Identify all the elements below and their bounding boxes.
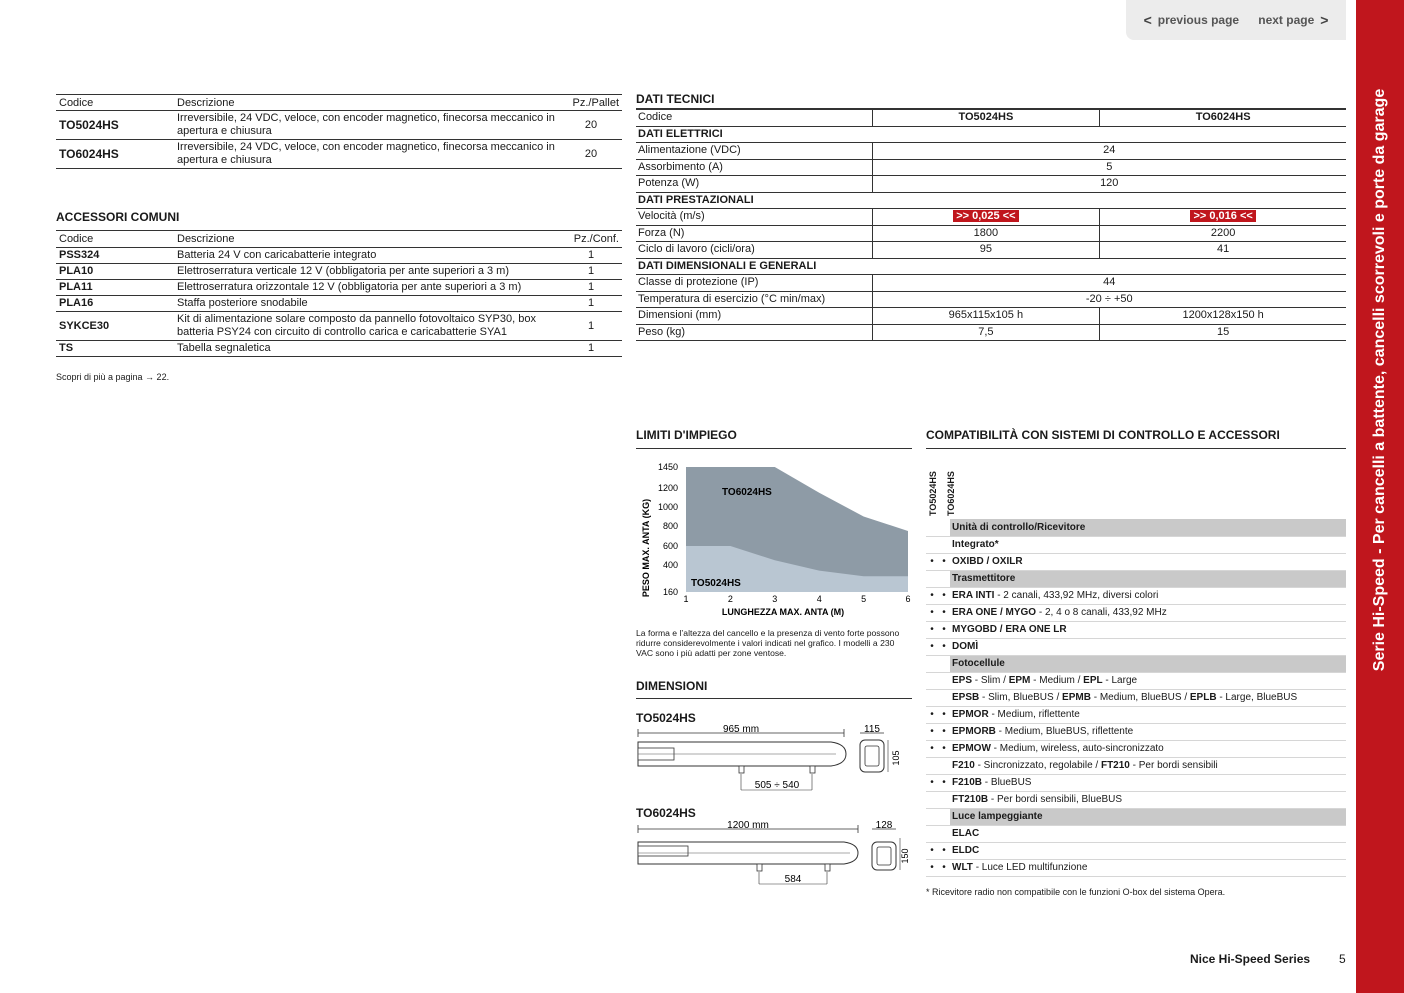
compat-mark: • bbox=[938, 638, 950, 655]
accessory-qty: 1 bbox=[560, 280, 622, 296]
table-row bbox=[636, 308, 1346, 325]
tech-table bbox=[636, 109, 1346, 341]
tech-value: 5 bbox=[872, 159, 1346, 176]
compat-item-code: OXIBD / OXILR bbox=[952, 556, 1023, 567]
span-label: 584 bbox=[784, 874, 802, 885]
sidebar-title: Serie Hi-Speed - Per cancelli a battente, cancelli scorrevoli e porte da garage bbox=[1371, 88, 1388, 672]
tech-value: 7,5 bbox=[872, 324, 1100, 341]
compat-row bbox=[926, 740, 1346, 757]
page-number: 5 bbox=[1339, 952, 1346, 966]
tech-label: Forza (N) bbox=[636, 225, 872, 242]
compat-mark: • bbox=[938, 842, 950, 859]
series-label-to6024hs: TO6024HS bbox=[722, 487, 772, 498]
tech-value: 2200 bbox=[1100, 225, 1346, 242]
section-row bbox=[636, 126, 1346, 143]
compat-group-row bbox=[926, 519, 1346, 536]
compat-mark: • bbox=[926, 604, 938, 621]
compat-item-detail: - Per bordi sensibili, BlueBUS bbox=[988, 794, 1123, 805]
y-tick-label: 1450 bbox=[657, 462, 678, 472]
compat-mark: • bbox=[938, 587, 950, 604]
compat-label bbox=[950, 723, 1346, 740]
compat-mark bbox=[926, 672, 938, 689]
tech-value: 1200x128x150 h bbox=[1100, 308, 1346, 325]
tech-value: 41 bbox=[1100, 242, 1346, 259]
compat-label bbox=[950, 536, 1346, 553]
chart-y-label: PESO MAX. ANTA (KG) bbox=[641, 498, 651, 598]
compat-mark bbox=[926, 757, 938, 774]
compat-mark: • bbox=[926, 553, 938, 570]
compat-label: Fotocellule bbox=[950, 655, 1346, 672]
width-label: 115 bbox=[864, 724, 880, 735]
y-tick-label: 160 bbox=[662, 587, 678, 597]
col-header-pallet: Pz./Pallet bbox=[560, 95, 622, 111]
compat-row bbox=[926, 672, 1346, 689]
compat-mark: • bbox=[926, 638, 938, 655]
compat-item-detail: - Medium, riflettente bbox=[988, 709, 1080, 720]
x-tick-label: 4 bbox=[816, 594, 822, 604]
product-description: Irreversibile, 24 VDC, veloce, con encoder magnetico, finecorsa meccanico in apertura e chiusura bbox=[174, 111, 560, 140]
compat-mark: • bbox=[938, 604, 950, 621]
tech-label: Velocità (m/s) bbox=[636, 209, 872, 226]
x-tick-label: 1 bbox=[683, 594, 689, 604]
chart-x-label: LUNGHEZZA MAX. ANTA (M) bbox=[721, 607, 845, 617]
compat-mark: • bbox=[926, 706, 938, 723]
compat-label bbox=[950, 587, 1346, 604]
compat-item-detail: - Luce LED multifunzione bbox=[972, 862, 1088, 873]
col-header-codice: Codice bbox=[56, 95, 174, 111]
compat-table bbox=[926, 519, 1346, 877]
compat-label: Trasmettitore bbox=[950, 570, 1346, 587]
compat-col-header-2 bbox=[945, 464, 957, 516]
compat-mark: • bbox=[926, 723, 938, 740]
compat-label bbox=[950, 706, 1346, 723]
accessories-table bbox=[56, 230, 622, 357]
table-row bbox=[56, 296, 622, 312]
compat-row bbox=[926, 587, 1346, 604]
compat-label bbox=[950, 638, 1346, 655]
section-heading: DATI PRESTAZIONALI bbox=[636, 192, 1346, 209]
compat-row bbox=[926, 604, 1346, 621]
compat-item-code: ELAC bbox=[952, 828, 980, 839]
previous-page-label: previous page bbox=[1157, 13, 1240, 27]
compat-mark bbox=[938, 689, 950, 706]
col-header-codice: Codice bbox=[56, 231, 174, 248]
model-name: TO6024HS bbox=[636, 806, 696, 820]
compat-mark: • bbox=[926, 774, 938, 791]
compat-row bbox=[926, 757, 1346, 774]
y-tick-label: 800 bbox=[662, 521, 678, 531]
compat-mark bbox=[926, 825, 938, 842]
accessory-description: Batteria 24 V con caricabatterie integrato bbox=[174, 248, 560, 264]
compat-mark: • bbox=[938, 740, 950, 757]
table-row bbox=[636, 324, 1346, 341]
accessory-qty: 1 bbox=[560, 312, 622, 341]
compat-col-header-1 bbox=[927, 464, 939, 516]
compat-title: COMPATIBILITÀ CON SISTEMI DI CONTROLLO E ACCESSORI bbox=[926, 428, 1280, 442]
compat-label bbox=[950, 791, 1346, 808]
compat-row bbox=[926, 706, 1346, 723]
tech-label: Assorbimento (A) bbox=[636, 159, 872, 176]
compat-mark bbox=[938, 791, 950, 808]
compat-label: F210 - Sincronizzato, regolabile / FT210 - Per bordi sensibili bbox=[950, 757, 1346, 774]
compat-item-code: ERA ONE / MYGO bbox=[952, 607, 1037, 618]
compat-label bbox=[950, 553, 1346, 570]
product-description: Irreversibile, 24 VDC, veloce, con encoder magnetico, finecorsa meccanico in apertura e chiusura bbox=[174, 140, 560, 169]
table-row bbox=[56, 248, 622, 264]
table-row bbox=[56, 140, 622, 169]
to6024hs-drawing bbox=[636, 818, 912, 890]
compat-mark: • bbox=[926, 859, 938, 876]
compat-group-row bbox=[926, 655, 1346, 672]
compat-item-code: EPMOW bbox=[952, 743, 991, 754]
height-label: 105 bbox=[891, 750, 901, 766]
table-row bbox=[56, 341, 622, 357]
compat-item-code: MYGOBD / ERA ONE LR bbox=[952, 624, 1067, 635]
product-qty: 20 bbox=[560, 111, 622, 140]
col-header-descrizione: Descrizione bbox=[174, 231, 560, 248]
table-row bbox=[636, 291, 1346, 308]
accessory-qty: 1 bbox=[560, 341, 622, 357]
section-row bbox=[636, 192, 1346, 209]
compat-row bbox=[926, 638, 1346, 655]
divider bbox=[636, 448, 912, 449]
table-row bbox=[56, 264, 622, 280]
section-row bbox=[636, 258, 1346, 275]
x-tick-label: 2 bbox=[727, 594, 733, 604]
tech-value: 24 bbox=[872, 143, 1346, 160]
accessory-code: SYKCE30 bbox=[56, 312, 174, 341]
tech-label: Alimentazione (VDC) bbox=[636, 143, 872, 160]
page-reference-link[interactable]: Scopri di più a pagina → 22. bbox=[56, 372, 170, 382]
compat-mark bbox=[938, 519, 950, 536]
compat-row bbox=[926, 723, 1346, 740]
divider bbox=[926, 448, 1346, 449]
compat-mark bbox=[926, 519, 938, 536]
compat-item-code: EPMORB bbox=[952, 726, 996, 737]
tech-title: DATI TECNICI bbox=[636, 92, 715, 106]
compat-row bbox=[926, 621, 1346, 638]
compat-label bbox=[950, 774, 1346, 791]
compat-row bbox=[926, 689, 1346, 706]
tech-label: Dimensioni (mm) bbox=[636, 308, 872, 325]
compat-row bbox=[926, 553, 1346, 570]
accessory-qty: 1 bbox=[560, 248, 622, 264]
compat-group-row bbox=[926, 808, 1346, 825]
footer-series: Nice Hi-Speed Series bbox=[1190, 952, 1311, 966]
table-row bbox=[636, 225, 1346, 242]
compat-mark bbox=[926, 791, 938, 808]
compat-mark: • bbox=[938, 723, 950, 740]
compat-row bbox=[926, 859, 1346, 876]
limits-chart bbox=[636, 458, 916, 623]
compat-mark: • bbox=[926, 587, 938, 604]
next-page-label: next page bbox=[1258, 13, 1315, 27]
tech-cell bbox=[1100, 209, 1346, 226]
product-qty: 20 bbox=[560, 140, 622, 169]
length-label: 1200 mm bbox=[727, 820, 769, 831]
x-tick-label: 5 bbox=[861, 594, 867, 604]
chevron-left-icon: < bbox=[1143, 12, 1152, 28]
tech-value: 965x115x105 h bbox=[872, 308, 1100, 325]
accessory-description: Elettroserratura verticale 12 V (obbligatoria per ante superiori a 3 m) bbox=[174, 264, 560, 280]
compat-mark: • bbox=[926, 621, 938, 638]
length-label: 965 mm bbox=[722, 724, 760, 735]
span-label: 505 ÷ 540 bbox=[754, 780, 800, 791]
compat-mark bbox=[938, 757, 950, 774]
compat-label bbox=[950, 859, 1346, 876]
compat-mark bbox=[938, 672, 950, 689]
table-row bbox=[636, 110, 1346, 127]
table-row bbox=[636, 143, 1346, 160]
compat-mark: • bbox=[926, 740, 938, 757]
table-row bbox=[56, 312, 622, 341]
compat-label: Luce lampeggiante bbox=[950, 808, 1346, 825]
speed-highlight: >> 0,025 << bbox=[953, 210, 1018, 222]
compat-label bbox=[950, 604, 1346, 621]
compat-mark bbox=[926, 570, 938, 587]
accessory-qty: 1 bbox=[560, 264, 622, 280]
y-tick-label: 600 bbox=[662, 541, 678, 551]
compat-label: EPS - Slim / EPM - Medium / EPL - Large bbox=[950, 672, 1346, 689]
speed-highlight: >> 0,016 << bbox=[1190, 210, 1255, 222]
compat-mark bbox=[926, 655, 938, 672]
product-code: TO6024HS bbox=[56, 140, 174, 169]
compat-mark bbox=[938, 825, 950, 842]
tech-value: 120 bbox=[872, 176, 1346, 193]
compat-label bbox=[950, 825, 1346, 842]
compat-item-detail: - Medium, wireless, auto-sincronizzato bbox=[990, 743, 1164, 754]
compat-mark bbox=[938, 536, 950, 553]
divider bbox=[636, 698, 912, 699]
compat-footnote: * Ricevitore radio non compatibile con le funzioni O-box del sistema Opera. bbox=[926, 887, 1226, 897]
accessory-description: Staffa posteriore snodabile bbox=[174, 296, 560, 312]
product-code: TO5024HS bbox=[56, 111, 174, 140]
compat-item-code: Integrato* bbox=[952, 539, 999, 550]
compat-item-code: FT210B bbox=[952, 794, 989, 805]
compat-mark bbox=[926, 536, 938, 553]
compat-label bbox=[950, 740, 1346, 757]
table-row bbox=[56, 111, 622, 140]
col-header-descrizione: Descrizione bbox=[174, 95, 560, 111]
compat-item-code: EPMOR bbox=[952, 709, 989, 720]
table-row bbox=[636, 159, 1346, 176]
compat-mark: • bbox=[938, 859, 950, 876]
accessory-qty: 1 bbox=[560, 296, 622, 312]
compat-item-detail: - BlueBUS bbox=[982, 777, 1032, 788]
series-label-to5024hs: TO5024HS bbox=[691, 578, 741, 589]
limits-note: La forma e l’altezza del cancello e la presenza di vento forte possono ridurre considerevolmente i valori indicati nel grafico. I modelli a 230 VAC sono i più adatti per zone ventose. bbox=[636, 628, 900, 658]
tech-label: Peso (kg) bbox=[636, 324, 872, 341]
table-row bbox=[636, 275, 1346, 292]
compat-item-code: WLT bbox=[952, 862, 973, 873]
tech-label: Classe di protezione (IP) bbox=[636, 275, 872, 292]
accessory-code: PSS324 bbox=[56, 248, 174, 264]
accessory-description: Elettroserratura orizzontale 12 V (obbligatoria per ante superiori a 3 m) bbox=[174, 280, 560, 296]
x-tick-label: 3 bbox=[772, 594, 778, 604]
compat-item-code: ELDC bbox=[952, 845, 980, 856]
product-table bbox=[56, 94, 622, 169]
compat-item-detail: - 2 canali, 433,92 MHz, diversi colori bbox=[994, 590, 1159, 601]
tech-value: 95 bbox=[872, 242, 1100, 259]
table-row bbox=[636, 242, 1346, 259]
y-tick-label: 1000 bbox=[657, 502, 678, 512]
compat-mark: • bbox=[938, 774, 950, 791]
compat-item-code: F210B bbox=[952, 777, 983, 788]
compat-label bbox=[950, 842, 1346, 859]
accessory-description: Kit di alimentazione solare composto da pannello fotovoltaico SYP30, box batteria PSY24 con circuito di controllo carica e caricabatterie SYA1 bbox=[174, 312, 560, 341]
compat-col-label: TO6024HS bbox=[946, 471, 956, 516]
compat-mark bbox=[926, 808, 938, 825]
compat-mark bbox=[926, 689, 938, 706]
to5024hs-drawing bbox=[636, 722, 912, 794]
tech-value: -20 ÷ +50 bbox=[872, 291, 1346, 308]
compat-label: EPSB - Slim, BlueBUS / EPMB - Medium, BlueBUS / EPLB - Large, BlueBUS bbox=[950, 689, 1346, 706]
accessory-code: TS bbox=[56, 341, 174, 357]
y-tick-label: 400 bbox=[662, 560, 678, 570]
next-page-button[interactable] bbox=[1258, 12, 1328, 28]
tech-col-header: TO6024HS bbox=[1100, 110, 1346, 127]
tech-label: Codice bbox=[636, 110, 872, 127]
dimensions-title: DIMENSIONI bbox=[636, 679, 708, 693]
tech-value: 44 bbox=[872, 275, 1346, 292]
compat-group-row bbox=[926, 570, 1346, 587]
compat-col-label: TO5024HS bbox=[928, 471, 938, 516]
col-header-conf: Pz./Conf. bbox=[560, 231, 622, 248]
table-row bbox=[636, 209, 1346, 226]
compat-mark: • bbox=[938, 706, 950, 723]
compat-label: Unità di controllo/Ricevitore bbox=[950, 519, 1346, 536]
compat-mark bbox=[938, 570, 950, 587]
accessory-code: PLA11 bbox=[56, 280, 174, 296]
compat-mark bbox=[938, 655, 950, 672]
compat-item-detail: - 2, 4 o 8 canali, 433,92 MHz bbox=[1036, 607, 1167, 618]
accessory-description: Tabella segnaletica bbox=[174, 341, 560, 357]
table-row bbox=[56, 280, 622, 296]
model-name: TO5024HS bbox=[636, 711, 696, 725]
compat-label bbox=[950, 621, 1346, 638]
compat-mark: • bbox=[938, 621, 950, 638]
section-heading: DATI DIMENSIONALI E GENERALI bbox=[636, 258, 1346, 275]
compat-row bbox=[926, 774, 1346, 791]
chevron-right-icon: > bbox=[1320, 12, 1329, 28]
compat-item-detail: - Medium, BlueBUS, riflettente bbox=[995, 726, 1134, 737]
height-label: 150 bbox=[900, 848, 910, 864]
section-heading: DATI ELETTRICI bbox=[636, 126, 1346, 143]
compat-item-code: ERA INTI bbox=[952, 590, 995, 601]
compat-mark: • bbox=[926, 842, 938, 859]
tech-col-header: TO5024HS bbox=[872, 110, 1100, 127]
table-row bbox=[636, 176, 1346, 193]
limits-title: LIMITI D'IMPIEGO bbox=[636, 428, 737, 442]
compat-row bbox=[926, 842, 1346, 859]
compat-row bbox=[926, 536, 1346, 553]
compat-item-code: DOMÌ bbox=[952, 641, 979, 652]
compat-mark bbox=[938, 808, 950, 825]
tech-cell bbox=[872, 209, 1100, 226]
tech-label: Temperatura di esercizio (°C min/max) bbox=[636, 291, 872, 308]
tech-label: Potenza (W) bbox=[636, 176, 872, 193]
width-label: 128 bbox=[875, 820, 893, 831]
accessory-code: PLA16 bbox=[56, 296, 174, 312]
compat-row bbox=[926, 825, 1346, 842]
tech-value: 15 bbox=[1100, 324, 1346, 341]
previous-page-button[interactable] bbox=[1144, 12, 1240, 28]
accessory-code: PLA10 bbox=[56, 264, 174, 280]
page-navigation bbox=[1126, 0, 1346, 40]
compat-row bbox=[926, 791, 1346, 808]
compat-mark: • bbox=[938, 553, 950, 570]
tech-value: 1800 bbox=[872, 225, 1100, 242]
accessories-title: ACCESSORI COMUNI bbox=[56, 210, 180, 224]
tech-label: Ciclo di lavoro (cicli/ora) bbox=[636, 242, 872, 259]
x-tick-label: 6 bbox=[905, 594, 911, 604]
y-tick-label: 1200 bbox=[657, 483, 678, 493]
